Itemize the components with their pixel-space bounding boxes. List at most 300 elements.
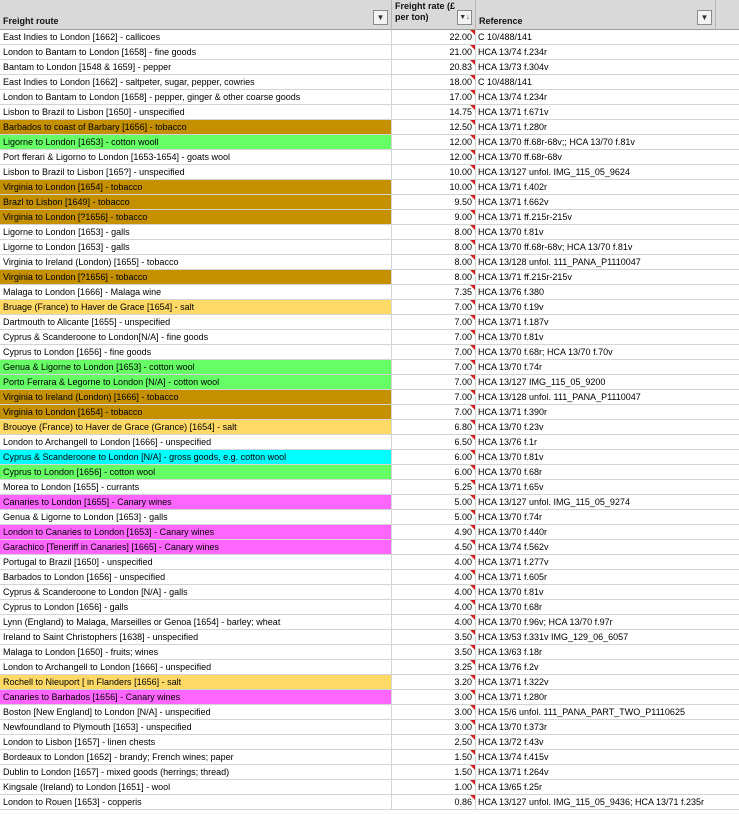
route-cell[interactable]: Dublin to London [1657] - mixed goods (herrings; thread) <box>0 765 392 780</box>
route-cell[interactable]: Virginia to London [1654] - tobacco <box>0 405 392 420</box>
comment-indicator-icon <box>470 780 475 785</box>
rate-cell[interactable] <box>392 630 476 645</box>
reference-cell[interactable]: HCA 13/127 unfol. IMG_115_05_9274 <box>476 495 739 510</box>
reference-cell[interactable]: HCA 13/71 ff.215r-215v <box>476 270 739 285</box>
comment-indicator-icon <box>470 390 475 395</box>
rate-value: 12.00 <box>449 137 472 147</box>
table-row <box>0 750 739 765</box>
route-cell[interactable]: Malaga to London [1666] - Malaga wine <box>0 285 392 300</box>
comment-indicator-icon <box>470 105 475 110</box>
comment-indicator-icon <box>470 210 475 215</box>
rate-value: 8.00 <box>454 272 472 282</box>
route-cell[interactable]: Dartmouth to Alicante [1655] - unspecified <box>0 315 392 330</box>
table-row <box>0 600 739 615</box>
rate-value: 8.00 <box>454 242 472 252</box>
table-row <box>0 375 739 390</box>
route-cell[interactable]: Virginia to Ireland (London) [1655] - tobacco <box>0 255 392 270</box>
route-cell[interactable]: Rochell to Nieuport [ in Flanders [1656] - salt <box>0 675 392 690</box>
table-row <box>0 300 739 315</box>
comment-indicator-icon <box>470 180 475 185</box>
route-cell[interactable]: Cyprus to London [1656] - cotton wool <box>0 465 392 480</box>
rate-cell[interactable] <box>392 795 476 810</box>
table-row <box>0 705 739 720</box>
reference-cell[interactable]: HCA 13/70 f.373r <box>476 720 739 735</box>
table-row <box>0 405 739 420</box>
comment-indicator-icon <box>470 435 475 440</box>
reference-cell[interactable]: HCA 13/70 f.81v <box>476 225 739 240</box>
table-row <box>0 210 739 225</box>
route-cell[interactable]: Barbados to London [1656] - unspecified <box>0 570 392 585</box>
table-row <box>0 195 739 210</box>
route-cell[interactable]: Brazl to Lisbon [1649] - tobacco <box>0 195 392 210</box>
route-cell[interactable]: Brouoye (France) to Haver de Grace (Grance) [1654] - salt <box>0 420 392 435</box>
rate-value: 7.00 <box>454 302 472 312</box>
rate-cell[interactable] <box>392 615 476 630</box>
rate-cell[interactable] <box>392 735 476 750</box>
table-row <box>0 345 739 360</box>
reference-cell[interactable]: HCA 13/71 f.280r <box>476 690 739 705</box>
rate-cell[interactable] <box>392 675 476 690</box>
rate-cell[interactable] <box>392 480 476 495</box>
table-row <box>0 525 739 540</box>
route-cell[interactable]: Virginia to Ireland (London) [1666] - tobacco <box>0 390 392 405</box>
rate-cell[interactable] <box>392 555 476 570</box>
header-cell-route[interactable] <box>0 0 392 30</box>
comment-indicator-icon <box>470 135 475 140</box>
table-row <box>0 75 739 90</box>
reference-cell[interactable]: C 10/488/141 <box>476 30 739 45</box>
comment-indicator-icon <box>470 405 475 410</box>
rate-value: 6.50 <box>454 437 472 447</box>
rate-cell[interactable] <box>392 390 476 405</box>
table-row <box>0 105 739 120</box>
route-cell[interactable]: Cyprus & Scanderoone to London [N/A] - gross goods, e.g. cotton wool <box>0 450 392 465</box>
rate-cell[interactable] <box>392 345 476 360</box>
table-row <box>0 180 739 195</box>
rate-value: 7.00 <box>454 347 472 357</box>
rate-cell[interactable] <box>392 165 476 180</box>
route-cell[interactable]: London to Canaries to London [1653] - Canary wines <box>0 525 392 540</box>
filter-dropdown-icon[interactable]: ▼ <box>697 10 712 25</box>
rate-value: 4.90 <box>454 527 472 537</box>
rate-cell[interactable] <box>392 75 476 90</box>
route-cell[interactable]: Cyprus to London [1656] - galls <box>0 600 392 615</box>
comment-indicator-icon <box>470 150 475 155</box>
table-row <box>0 645 739 660</box>
comment-indicator-icon <box>470 315 475 320</box>
rate-cell[interactable] <box>392 420 476 435</box>
rate-cell[interactable] <box>392 450 476 465</box>
table-row <box>0 555 739 570</box>
comment-indicator-icon <box>470 240 475 245</box>
rate-cell[interactable] <box>392 195 476 210</box>
table-row <box>0 585 739 600</box>
table-row <box>0 570 739 585</box>
route-cell[interactable]: Portugal to Brazil [1650] - unspecified <box>0 555 392 570</box>
route-cell[interactable]: Genua & Ligorne to London [1653] - cotton wool <box>0 360 392 375</box>
reference-cell[interactable]: HCA 13/76 f.1r <box>476 435 739 450</box>
comment-indicator-icon <box>470 420 475 425</box>
rate-value: 10.00 <box>449 182 472 192</box>
rate-value: 3.00 <box>454 707 472 717</box>
table-row <box>0 150 739 165</box>
table-row <box>0 435 739 450</box>
rate-cell[interactable] <box>392 30 476 45</box>
reference-cell[interactable]: HCA 13/70 f.81v <box>476 450 739 465</box>
rate-value: 6.80 <box>454 422 472 432</box>
comment-indicator-icon <box>470 570 475 575</box>
rate-cell[interactable] <box>392 360 476 375</box>
route-cell[interactable]: Lynn (England) to Malaga, Marseilles or Genoa [1654] - barley; wheat <box>0 615 392 630</box>
rate-value: 18.00 <box>449 77 472 87</box>
reference-cell[interactable]: HCA 13/71 f.662v <box>476 195 739 210</box>
rate-value: 3.50 <box>454 647 472 657</box>
reference-cell[interactable]: HCA 13/70 f.68r <box>476 600 739 615</box>
rate-cell[interactable] <box>392 585 476 600</box>
reference-cell[interactable]: HCA 13/70 f.81v <box>476 585 739 600</box>
rate-cell[interactable] <box>392 375 476 390</box>
rate-cell[interactable] <box>392 180 476 195</box>
route-cell[interactable]: Ligorne to London [1653] - galls <box>0 240 392 255</box>
rate-cell[interactable] <box>392 45 476 60</box>
reference-cell[interactable]: HCA 13/71 f.187v <box>476 315 739 330</box>
rate-value: 6.00 <box>454 467 472 477</box>
rate-value: 4.00 <box>454 617 472 627</box>
rate-cell[interactable] <box>392 120 476 135</box>
comment-indicator-icon <box>470 345 475 350</box>
comment-indicator-icon <box>470 480 475 485</box>
rate-cell[interactable] <box>392 510 476 525</box>
route-cell[interactable]: Ligorne to London [1653] - cotton wooll <box>0 135 392 150</box>
rate-cell[interactable] <box>392 300 476 315</box>
comment-indicator-icon <box>470 360 475 365</box>
route-cell[interactable]: Kingsale (Ireland) to London [1651] - wool <box>0 780 392 795</box>
reference-cell[interactable]: HCA 13/70 f.74r <box>476 510 739 525</box>
reference-cell[interactable]: HCA 15/6 unfol. 111_PANA_PART_TWO_P1110625 <box>476 705 739 720</box>
table-row <box>0 255 739 270</box>
route-cell[interactable]: Garachico [Teneriff in Canaries] [1665] - Canary wines <box>0 540 392 555</box>
reference-cell[interactable]: HCA 13/71 f.65v <box>476 480 739 495</box>
rate-value: 0.86 <box>454 797 472 807</box>
table-row <box>0 630 739 645</box>
rate-cell[interactable] <box>392 780 476 795</box>
route-cell[interactable]: Canaries to Barbados [1656] - Canary wines <box>0 690 392 705</box>
comment-indicator-icon <box>470 585 475 590</box>
route-cell[interactable]: Canaries to London [1655] - Canary wines <box>0 495 392 510</box>
table-row <box>0 780 739 795</box>
table-row <box>0 795 739 810</box>
table-row <box>0 495 739 510</box>
rate-cell[interactable] <box>392 600 476 615</box>
route-cell[interactable]: Ireland to Saint Christophers [1638] - unspecified <box>0 630 392 645</box>
comment-indicator-icon <box>470 720 475 725</box>
rate-cell[interactable] <box>392 150 476 165</box>
reference-cell[interactable]: HCA 13/70 f.19v <box>476 300 739 315</box>
route-cell[interactable]: Bordeaux to London [1652] - brandy; French wines; paper <box>0 750 392 765</box>
rate-cell[interactable] <box>392 330 476 345</box>
reference-cell[interactable]: HCA 13/70 f.68r <box>476 465 739 480</box>
route-cell[interactable]: London to Rouen [1653] - copperis <box>0 795 392 810</box>
rate-value: 7.00 <box>454 317 472 327</box>
comment-indicator-icon <box>470 540 475 545</box>
route-cell[interactable]: Cyprus to London [1656] - fine goods <box>0 345 392 360</box>
rate-cell[interactable] <box>392 690 476 705</box>
reference-cell[interactable]: HCA 13/53 f.331v IMG_129_06_6057 <box>476 630 739 645</box>
table-row <box>0 360 739 375</box>
data-rows <box>0 30 739 810</box>
reference-cell[interactable]: HCA 13/74 f.562v <box>476 540 739 555</box>
comment-indicator-icon <box>470 120 475 125</box>
route-cell[interactable]: East Indies to London [1662] - saltpeter, sugar, pepper, cowries <box>0 75 392 90</box>
comment-indicator-icon <box>470 555 475 560</box>
comment-indicator-icon <box>470 165 475 170</box>
route-cell[interactable]: East Indies to London [1662] - callicoes <box>0 30 392 45</box>
table-row <box>0 315 739 330</box>
rate-value: 5.25 <box>454 482 472 492</box>
comment-indicator-icon <box>470 225 475 230</box>
rate-cell[interactable] <box>392 105 476 120</box>
table-row <box>0 90 739 105</box>
route-cell[interactable]: London to Archangell to London [1666] - unspecified <box>0 660 392 675</box>
rate-value: 21.00 <box>449 47 472 57</box>
rate-cell[interactable] <box>392 270 476 285</box>
comment-indicator-icon <box>470 330 475 335</box>
reference-cell[interactable]: HCA 13/71 f.277v <box>476 555 739 570</box>
rate-cell[interactable] <box>392 90 476 105</box>
reference-cell[interactable]: HCA 13/70 f.440r <box>476 525 739 540</box>
reference-cell[interactable]: HCA 13/74 f.415v <box>476 750 739 765</box>
header-cell-rate[interactable] <box>392 0 476 30</box>
reference-cell[interactable]: HCA 13/127 IMG_115_05_9200 <box>476 375 739 390</box>
reference-cell[interactable]: HCA 13/127 unfol. IMG_115_05_9624 <box>476 165 739 180</box>
reference-cell[interactable]: HCA 13/71 f.280r <box>476 120 739 135</box>
comment-indicator-icon <box>470 495 475 500</box>
route-cell[interactable]: Malaga to London [1650] - fruits; wines <box>0 645 392 660</box>
reference-cell[interactable]: HCA 13/70 f.68r; HCA 13/70 f.70v <box>476 345 739 360</box>
table-row <box>0 420 739 435</box>
table-row <box>0 30 739 45</box>
route-cell[interactable]: Virginia to London [?1656] - tobacco <box>0 210 392 225</box>
table-row <box>0 330 739 345</box>
table-row <box>0 135 739 150</box>
reference-cell[interactable]: HCA 13/128 unfol. 111_PANA_P1110047 <box>476 255 739 270</box>
rate-cell[interactable] <box>392 405 476 420</box>
comment-indicator-icon <box>470 795 475 800</box>
header-row <box>0 0 739 30</box>
reference-cell[interactable]: HCA 13/70 f.23v <box>476 420 739 435</box>
route-cell[interactable]: Porto Ferrara & Legorne to London [N/A] - cotton wool <box>0 375 392 390</box>
reference-cell[interactable]: HCA 13/127 unfol. IMG_115_05_9436; HCA 13/71 f.235r <box>476 795 739 810</box>
comment-indicator-icon <box>470 375 475 380</box>
rate-cell[interactable] <box>392 225 476 240</box>
route-cell[interactable]: Port fferari & Ligorno to London [1653-1654] - goats wool <box>0 150 392 165</box>
comment-indicator-icon <box>470 45 475 50</box>
comment-indicator-icon <box>470 195 475 200</box>
rate-cell[interactable] <box>392 720 476 735</box>
reference-cell[interactable]: HCA 13/70 f.81v <box>476 330 739 345</box>
rate-cell[interactable] <box>392 750 476 765</box>
rate-value: 7.00 <box>454 332 472 342</box>
rate-value: 7.35 <box>454 287 472 297</box>
route-cell[interactable]: Ligorne to London [1653] - galls <box>0 225 392 240</box>
rate-value: 10.00 <box>449 167 472 177</box>
rate-value: 3.50 <box>454 632 472 642</box>
rate-value: 1.50 <box>454 752 472 762</box>
rate-value: 5.00 <box>454 497 472 507</box>
reference-cell[interactable]: HCA 13/63 f.18r <box>476 645 739 660</box>
rate-value: 20.83 <box>449 62 472 72</box>
rate-cell[interactable] <box>392 765 476 780</box>
filter-dropdown-icon[interactable]: ▼ <box>373 10 388 25</box>
rate-cell[interactable] <box>392 465 476 480</box>
rate-value: 4.00 <box>454 557 472 567</box>
route-cell[interactable]: Bruage (France) to Haver de Grace [1654] - salt <box>0 300 392 315</box>
rate-cell[interactable] <box>392 240 476 255</box>
comment-indicator-icon <box>470 600 475 605</box>
table-row <box>0 720 739 735</box>
rate-cell[interactable] <box>392 60 476 75</box>
comment-indicator-icon <box>470 660 475 665</box>
comment-indicator-icon <box>470 270 475 275</box>
route-cell[interactable]: London to Bantam to London [1658] - pepper, ginger & other coarse goods <box>0 90 392 105</box>
rate-value: 7.00 <box>454 407 472 417</box>
rate-value: 8.00 <box>454 227 472 237</box>
rate-value: 8.00 <box>454 257 472 267</box>
table-row <box>0 480 739 495</box>
reference-cell[interactable]: HCA 13/74 f.234r <box>476 90 739 105</box>
reference-cell[interactable]: HCA 13/65 f.25r <box>476 780 739 795</box>
reference-cell[interactable]: HCA 13/71 f.671v <box>476 105 739 120</box>
rate-cell[interactable] <box>392 570 476 585</box>
route-cell[interactable]: Cyprus & Scanderoone to London [N/A] - galls <box>0 585 392 600</box>
rate-cell[interactable] <box>392 525 476 540</box>
rate-value: 3.25 <box>454 662 472 672</box>
table-row <box>0 270 739 285</box>
rate-cell[interactable] <box>392 285 476 300</box>
reference-cell[interactable]: HCA 13/71 f.402r <box>476 180 739 195</box>
reference-cell[interactable]: HCA 13/70 ff.68r-68v; HCA 13/70 f.81v <box>476 240 739 255</box>
rate-cell[interactable] <box>392 255 476 270</box>
comment-indicator-icon <box>470 30 475 35</box>
route-cell[interactable]: Lisbon to Brazil to Lisbon [1650] - unspecified <box>0 105 392 120</box>
route-cell[interactable]: Bantam to London [1548 & 1659] - pepper <box>0 60 392 75</box>
rate-cell[interactable] <box>392 435 476 450</box>
rate-cell[interactable] <box>392 495 476 510</box>
reference-cell[interactable]: HCA 13/76 f.2v <box>476 660 739 675</box>
rate-cell[interactable] <box>392 660 476 675</box>
reference-cell[interactable]: HCA 13/70 ff.68r-68v;; HCA 13/70 f.81v <box>476 135 739 150</box>
comment-indicator-icon <box>470 765 475 770</box>
reference-cell[interactable]: HCA 13/128 unfol. 111_PANA_P1110047 <box>476 390 739 405</box>
rate-value: 3.00 <box>454 722 472 732</box>
comment-indicator-icon <box>470 615 475 620</box>
table-row <box>0 465 739 480</box>
comment-indicator-icon <box>470 690 475 695</box>
route-cell[interactable]: London to Bantam to London [1658] - fine goods <box>0 45 392 60</box>
table-row <box>0 765 739 780</box>
rate-value: 7.00 <box>454 392 472 402</box>
table-row <box>0 240 739 255</box>
rate-cell[interactable] <box>392 210 476 225</box>
rate-value: 22.00 <box>449 32 472 42</box>
rate-value: 12.50 <box>449 122 472 132</box>
rate-value: 9.50 <box>454 197 472 207</box>
table-row <box>0 690 739 705</box>
comment-indicator-icon <box>470 90 475 95</box>
table-row <box>0 285 739 300</box>
route-cell[interactable]: Cyprus & Scanderoone to London[N/A] - fine goods <box>0 330 392 345</box>
comment-indicator-icon <box>470 255 475 260</box>
table-row <box>0 120 739 135</box>
rate-value: 5.00 <box>454 512 472 522</box>
reference-cell[interactable]: HCA 13/71 f.605r <box>476 570 739 585</box>
comment-indicator-icon <box>470 510 475 515</box>
rate-cell[interactable] <box>392 645 476 660</box>
rate-value: 4.00 <box>454 572 472 582</box>
comment-indicator-icon <box>470 630 475 635</box>
route-cell[interactable]: Boston [New England] to London [N/A] - unspecified <box>0 705 392 720</box>
reference-cell[interactable]: HCA 13/70 f.96v; HCA 13/70 f.97r <box>476 615 739 630</box>
route-cell[interactable]: Virginia to London [?1656] - tobacco <box>0 270 392 285</box>
route-cell[interactable]: Virginia to London [1654] - tobacco <box>0 180 392 195</box>
comment-indicator-icon <box>470 645 475 650</box>
rate-value: 3.20 <box>454 677 472 687</box>
rate-value: 6.00 <box>454 452 472 462</box>
reference-cell[interactable]: HCA 13/71 f.322v <box>476 675 739 690</box>
table-row <box>0 735 739 750</box>
rate-cell[interactable] <box>392 705 476 720</box>
rate-value: 4.00 <box>454 587 472 597</box>
reference-cell[interactable]: HCA 13/74 f.234r <box>476 45 739 60</box>
table-row <box>0 60 739 75</box>
reference-cell[interactable]: HCA 13/73 f.304v <box>476 60 739 75</box>
route-cell[interactable]: Genua & Ligorne to London [1653] - galls <box>0 510 392 525</box>
reference-cell[interactable]: HCA 13/72 f.43v <box>476 735 739 750</box>
table-row <box>0 450 739 465</box>
comment-indicator-icon <box>470 75 475 80</box>
comment-indicator-icon <box>470 525 475 530</box>
rate-cell[interactable] <box>392 135 476 150</box>
header-cell-reference[interactable] <box>476 0 716 30</box>
rate-value: 1.00 <box>454 782 472 792</box>
table-row <box>0 390 739 405</box>
route-cell[interactable]: London to Lisbon [1657] - linen chests <box>0 735 392 750</box>
rate-value: 4.50 <box>454 542 472 552</box>
reference-cell[interactable]: HCA 13/70 ff.68r-68v <box>476 150 739 165</box>
rate-cell[interactable] <box>392 540 476 555</box>
rate-value: 12.00 <box>449 152 472 162</box>
rate-value: 4.00 <box>454 602 472 612</box>
comment-indicator-icon <box>470 465 475 470</box>
route-cell[interactable]: London to Archangell to London [1666] - unspecified <box>0 435 392 450</box>
table-row <box>0 510 739 525</box>
rate-cell[interactable] <box>392 315 476 330</box>
rate-value: 3.00 <box>454 692 472 702</box>
reference-cell[interactable]: HCA 13/71 f.264v <box>476 765 739 780</box>
route-cell[interactable]: Barbados to coast of Barbary [1656] - tobacco <box>0 120 392 135</box>
comment-indicator-icon <box>470 750 475 755</box>
reference-cell[interactable]: C 10/488/141 <box>476 75 739 90</box>
sort-descending-filter-icon[interactable]: ▼↓ <box>457 10 472 25</box>
reference-cell[interactable]: HCA 13/71 ff.215r-215v <box>476 210 739 225</box>
reference-cell[interactable]: HCA 13/70 f.74r <box>476 360 739 375</box>
header-rate-label: Freight rate (£ per ton) <box>395 1 456 22</box>
reference-cell[interactable]: HCA 13/76 f.380 <box>476 285 739 300</box>
route-cell[interactable]: Newfoundland to Plymouth [1653] - unspecified <box>0 720 392 735</box>
route-cell[interactable]: Morea to London [1655] - currants <box>0 480 392 495</box>
route-cell[interactable]: Lisbon to Brazil to Lisbon [165?] - unspecified <box>0 165 392 180</box>
reference-cell[interactable]: HCA 13/71 f.390r <box>476 405 739 420</box>
